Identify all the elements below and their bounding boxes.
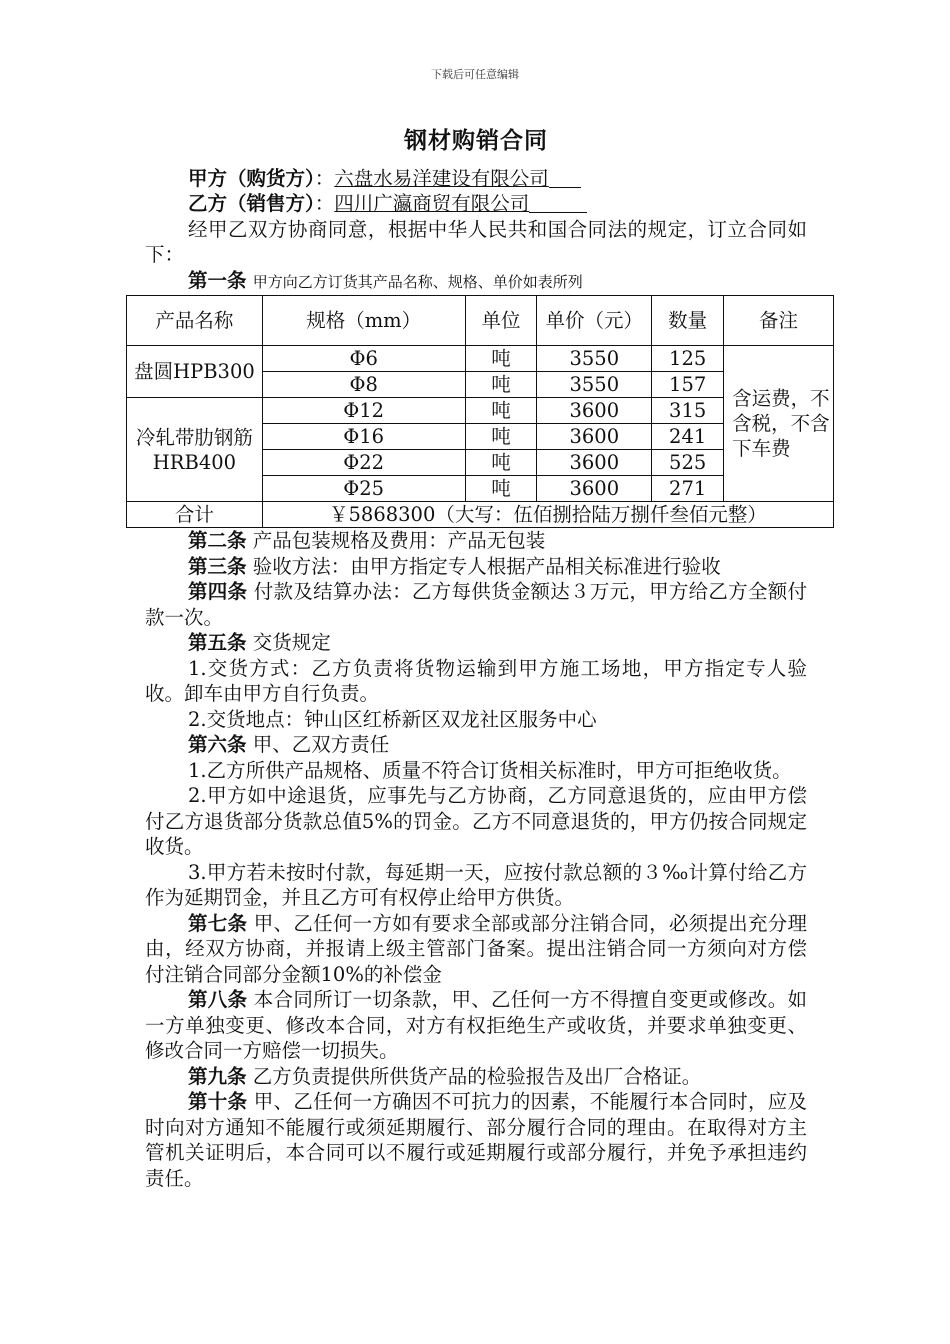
article-text: 甲、乙任何一方确因不可抗力的因素，不能履行本合同时，应及时向对方通知不能履行或须延期履行、部分履行合同的理由。在取得对方主管机关证明后，本合同可以不履行或延期履行或部分履行，并免予承担违约责任。 xyxy=(145,1090,807,1190)
unit-cell: 吨 xyxy=(465,450,537,476)
party-a-name: 六盘水易洋建设有限公司 xyxy=(334,166,549,190)
article-10 xyxy=(145,1089,807,1191)
article-text: 甲、乙任何一方如有要求全部或部分注销合同，必须提出充分理由，经双方协商，并报请上级主管部门备案。提出注销合同一方须向对方偿付注销合同部分金额10%的补偿金 xyxy=(145,911,807,986)
article-heading: 第八条 xyxy=(188,988,248,1011)
price-cell: 3600 xyxy=(537,450,652,476)
qty-cell: 241 xyxy=(652,424,724,450)
article-6-item: 3.甲方若未按时付款，每延期一天，应按付款总额的３‰计算付给乙方作为延期罚金，并且乙方可有权停止给甲方供货。 xyxy=(145,860,807,909)
article-2 xyxy=(145,528,807,554)
contract-document xyxy=(134,127,830,1191)
header-quantity: 数量 xyxy=(652,296,724,346)
article-4 xyxy=(145,579,807,630)
unit-cell: 吨 xyxy=(465,424,537,450)
article-text: 本合同所订一切条款，甲、乙任何一方不得擅自变更或修改。如一方单独变更、修改本合同，对方有权拒绝生产或收货，并要求单独变更、修改合同一方赔偿一切损失。 xyxy=(145,988,807,1062)
party-a-separator: ： xyxy=(314,166,335,190)
party-a-label: 甲方（购货方） xyxy=(188,166,315,190)
article-6-item: 2.甲方如中途退货，应事先与乙方协商，乙方同意退货的，应由甲方偿付乙方退货部分货款总值5%的罚金。乙方不同意退货的，甲方仍按合同规定收货。 xyxy=(145,784,807,858)
article-8 xyxy=(145,987,807,1064)
spec-cell: Φ12 xyxy=(262,398,465,424)
price-cell: 3600 xyxy=(537,398,652,424)
product-cell-hpb300: 盘圆HPB300 xyxy=(127,346,263,398)
article-9 xyxy=(145,1064,807,1090)
unit-cell: 吨 xyxy=(465,346,537,372)
article-heading: 第三条 xyxy=(188,554,247,578)
total-value: ￥5868300（大写：伍佰捌拾陆万捌仟叁佰元整） xyxy=(262,502,833,528)
header-unit-price: 单价（元） xyxy=(537,296,652,346)
party-b-name: 四川广瀛商贸有限公司 xyxy=(334,192,530,215)
qty-cell: 157 xyxy=(652,372,724,398)
remarks-cell: 含运费，不含税，不含下车费 xyxy=(724,346,834,502)
header-remarks: 备注 xyxy=(724,296,834,346)
article-5-item: 1.交货方式：乙方负责将货物运输到甲方施工场地，甲方指定专人验收。卸车由甲方自行负责。 xyxy=(145,656,807,705)
article-heading: 第九条 xyxy=(188,1064,247,1088)
price-cell: 3550 xyxy=(537,372,652,398)
unit-cell: 吨 xyxy=(465,476,537,502)
article-text: 交货规定 xyxy=(252,631,331,654)
product-table xyxy=(126,295,834,528)
product-cell-hrb400: 冷轧带肋钢筋HRB400 xyxy=(127,398,263,502)
header-unit: 单位 xyxy=(465,296,537,346)
spec-cell: Φ25 xyxy=(262,476,465,502)
price-cell: 3600 xyxy=(537,424,652,450)
party-b-label: 乙方（销售方） xyxy=(188,192,315,215)
unit-cell: 吨 xyxy=(465,398,537,424)
article-heading: 第二条 xyxy=(188,529,247,552)
article-heading: 第四条 xyxy=(188,580,248,603)
article-1 xyxy=(145,268,807,296)
table-total-row xyxy=(127,502,834,528)
qty-cell: 271 xyxy=(652,476,724,502)
price-cell: 3550 xyxy=(537,346,652,372)
article-heading: 第五条 xyxy=(188,631,247,654)
spec-cell: Φ8 xyxy=(262,372,465,398)
price-cell: 3600 xyxy=(537,476,652,502)
table-header-row xyxy=(127,296,834,346)
party-a xyxy=(145,166,807,192)
qty-cell: 315 xyxy=(652,398,724,424)
article-6-item: 1.乙方所供产品规格、质量不符合订货相关标准时，甲方可拒绝收货。 xyxy=(188,758,792,782)
article-text: 付款及结算办法：乙方每供货金额达３万元，甲方给乙方全额付款一次。 xyxy=(145,580,807,629)
document-title: 钢材购销合同 xyxy=(404,127,548,154)
article-5-item: 2.交货地点：钟山区红桥新区双龙社区服务中心 xyxy=(188,707,597,731)
article-text: 甲、乙双方责任 xyxy=(252,733,390,756)
party-b-underline-pad xyxy=(529,192,587,213)
article-5 xyxy=(145,630,807,656)
header-spec: 规格（mm） xyxy=(262,296,465,346)
table-row xyxy=(127,346,834,372)
article-text: 产品包装规格及费用：产品无包装 xyxy=(252,529,546,552)
article-text: 验收方法：由甲方指定专人根据产品相关标准进行验收 xyxy=(252,554,721,578)
header-product-name: 产品名称 xyxy=(127,296,263,346)
article-heading: 第六条 xyxy=(188,733,247,756)
spec-cell: Φ16 xyxy=(262,424,465,450)
total-label: 合计 xyxy=(127,502,263,528)
qty-cell: 125 xyxy=(652,346,724,372)
unit-cell: 吨 xyxy=(465,372,537,398)
header-note: 下载后可任意编辑 xyxy=(431,68,519,81)
qty-cell: 525 xyxy=(652,450,724,476)
article-6 xyxy=(145,732,807,758)
article-heading: 第十条 xyxy=(188,1090,248,1113)
spec-cell: Φ6 xyxy=(262,346,465,372)
article-3 xyxy=(145,554,807,580)
party-a-underline-pad xyxy=(549,167,581,188)
article-heading: 第七条 xyxy=(188,911,248,935)
party-b-separator: ： xyxy=(314,192,335,215)
intro-paragraph: 经甲乙双方协商同意，根据中华人民共和国合同法的规定，订立合同如下： xyxy=(145,217,807,266)
party-b xyxy=(145,191,807,217)
article-1-text: 甲方向乙方订货其产品名称、规格、单价如表所列 xyxy=(252,272,583,291)
article-1-heading: 第一条 xyxy=(188,268,247,292)
article-text: 乙方负责提供所供货产品的检验报告及出厂合格证。 xyxy=(252,1064,702,1088)
article-7 xyxy=(145,911,807,988)
spec-cell: Φ22 xyxy=(262,450,465,476)
